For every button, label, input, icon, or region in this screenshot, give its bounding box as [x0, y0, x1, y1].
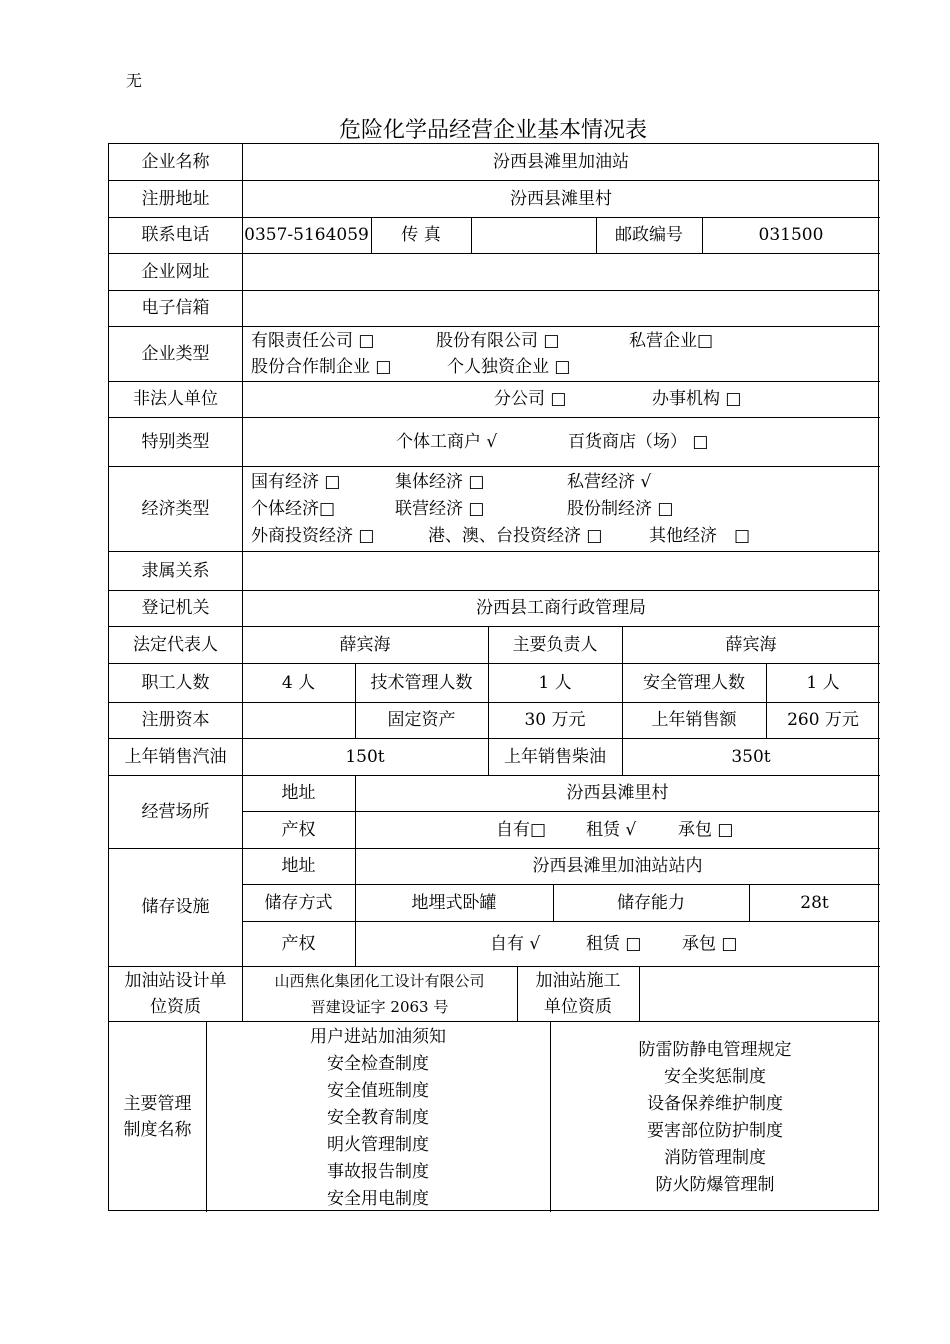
rules-list-right	[550, 1021, 880, 1212]
economic-type-option: 个体经济□	[251, 499, 336, 519]
storage-ownership-option: 自有 √	[490, 933, 541, 954]
company-type-label: 企业类型	[141, 343, 210, 364]
phone-value: 0357-5164059	[244, 225, 369, 245]
staff-value: 4 人	[281, 672, 316, 693]
economic-type-option: 外商投资经济 □	[251, 526, 375, 546]
rule-item: 安全值班制度	[327, 1081, 429, 1101]
economic-type-option: 集体经济 □	[395, 472, 485, 492]
premises-address-label: 地址	[281, 783, 316, 803]
special-type-option: 百货商店（场） □	[568, 431, 709, 452]
staff-label: 职工人数	[141, 672, 210, 693]
company-type-option: 股份有限公司 □	[436, 331, 560, 351]
premises-ownership-option: 承包 □	[678, 819, 734, 840]
rule-item: 明火管理制度	[327, 1135, 429, 1155]
construction-unit-label	[517, 966, 639, 1021]
company-name-value: 汾西县滩里加油站	[493, 152, 629, 172]
diesel-sales-label: 上年销售柴油	[504, 746, 606, 767]
non-legal-option: 办事机构 □	[652, 389, 742, 409]
rule-item: 设备保养维护制度	[647, 1094, 783, 1114]
rule-item: 消防管理制度	[664, 1148, 766, 1168]
company-type-option: 股份合作制企业 □	[251, 357, 392, 377]
head-value: 薛宾海	[725, 634, 777, 655]
design-unit-label-line: 加油站设计单	[124, 970, 227, 991]
storage-label: 储存设施	[141, 897, 210, 917]
premises-ownership-label: 产权	[281, 819, 316, 840]
design-unit-label-line: 位资质	[150, 996, 201, 1017]
affiliation-label: 隶属关系	[141, 560, 210, 581]
storage-method-label: 储存方式	[264, 892, 333, 913]
head-label: 主要负责人	[512, 634, 598, 655]
rule-item: 安全检查制度	[327, 1054, 429, 1074]
economic-type-option: 其他经济 □	[649, 526, 751, 546]
website-label: 企业网址	[141, 261, 210, 282]
affiliation-value	[242, 551, 880, 590]
storage-capacity-value: 28t	[800, 892, 829, 913]
economic-type-label: 经济类型	[141, 498, 210, 519]
design-unit-value-line: 晋建设证字 2063 号	[310, 997, 449, 1016]
storage-ownership-option: 承包 □	[682, 933, 738, 954]
rules-label-line: 主要管理	[123, 1093, 192, 1114]
non-legal-label: 非法人单位	[133, 389, 218, 409]
rule-item: 安全用电制度	[327, 1189, 429, 1209]
info-table	[108, 143, 879, 1211]
tech-staff-label: 技术管理人数	[370, 672, 473, 693]
legal-rep-value: 薛宾海	[339, 634, 391, 655]
construction-unit-label-line: 加油站施工	[535, 970, 621, 991]
rule-item: 用户进站加油须知	[310, 1027, 446, 1047]
last-year-sales-value: 260 万元	[787, 710, 859, 730]
company-type-option: 私营企业□	[629, 331, 714, 351]
safety-staff-value: 1 人	[806, 672, 840, 693]
rule-item: 事故报告制度	[327, 1162, 429, 1182]
page-title: 危险化学品经营企业基本情况表	[338, 118, 647, 143]
gasoline-sales-value: 150t	[345, 746, 385, 767]
rule-item: 要害部位防护制度	[647, 1121, 783, 1141]
economic-type-option: 联营经济 □	[395, 499, 485, 519]
storage-capacity-label: 储存能力	[617, 892, 685, 913]
construction-unit-value	[639, 966, 880, 1021]
storage-address-value: 汾西县滩里加油站站内	[532, 856, 703, 876]
rules-list-left	[206, 1021, 550, 1212]
fax-label: 传 真	[401, 225, 441, 245]
tech-staff-value: 1 人	[538, 672, 572, 693]
reg-address-value: 汾西县滩里村	[510, 188, 612, 209]
design-unit-value	[242, 966, 517, 1021]
fixed-assets-label: 固定资产	[387, 710, 456, 730]
company-name-label: 企业名称	[141, 152, 210, 172]
postcode-value: 031500	[758, 225, 824, 245]
rule-item: 安全奖惩制度	[664, 1067, 766, 1087]
premises-address-value: 汾西县滩里村	[566, 783, 669, 803]
rules-label	[109, 1021, 206, 1212]
economic-type-option: 私营经济 √	[567, 472, 652, 492]
rule-item: 安全教育制度	[327, 1108, 429, 1128]
reg-authority-label: 登记机关	[141, 598, 210, 618]
phone-label: 联系电话	[141, 225, 210, 245]
construction-unit-label-line: 单位资质	[544, 996, 612, 1017]
design-unit-value-line: 山西焦化集团化工设计有限公司	[274, 971, 485, 990]
safety-staff-label: 安全管理人数	[643, 672, 745, 693]
storage-address-label: 地址	[281, 856, 316, 876]
economic-type-option: 港、澳、台投资经济 □	[428, 526, 603, 546]
last-year-sales-label: 上年销售额	[651, 710, 737, 730]
reg-authority-value: 汾西县工商行政管理局	[476, 598, 646, 618]
rule-item: 防火防爆管理制	[655, 1175, 775, 1195]
special-type-option: 个体工商户 √	[396, 431, 498, 452]
reg-address-label: 注册地址	[141, 188, 210, 209]
economic-type-option: 国有经济 □	[251, 472, 341, 492]
non-legal-option: 分公司 □	[494, 389, 567, 409]
diesel-sales-value: 350t	[731, 746, 771, 767]
postcode-label: 邮政编号	[615, 225, 683, 245]
capital-value	[242, 702, 355, 738]
premises-ownership-option: 自有□	[496, 819, 547, 840]
rule-item: 防雷防静电管理规定	[638, 1040, 792, 1060]
rules-label-line: 制度名称	[123, 1119, 192, 1140]
email-value	[242, 290, 880, 326]
capital-label: 注册资本	[141, 710, 210, 730]
fixed-assets-value: 30 万元	[524, 710, 586, 730]
corner-mark: 无	[126, 71, 143, 90]
design-unit-label	[109, 966, 242, 1021]
company-type-option: 个人独资企业 □	[447, 357, 571, 377]
legal-rep-label: 法定代表人	[133, 634, 218, 655]
email-label: 电子信箱	[141, 298, 210, 318]
company-type-option: 有限责任公司 □	[251, 331, 375, 351]
storage-ownership-option: 租赁 □	[586, 933, 642, 954]
storage-ownership-label: 产权	[281, 933, 316, 954]
website-value	[242, 253, 880, 290]
fax-value	[471, 217, 596, 253]
premises-label: 经营场所	[141, 801, 210, 822]
storage-method-value: 地埋式卧罐	[411, 892, 497, 913]
special-type-label: 特别类型	[141, 431, 210, 452]
premises-ownership-option: 租赁 √	[586, 819, 637, 840]
economic-type-option: 股份制经济 □	[567, 499, 674, 519]
gasoline-sales-label: 上年销售汽油	[124, 746, 227, 767]
